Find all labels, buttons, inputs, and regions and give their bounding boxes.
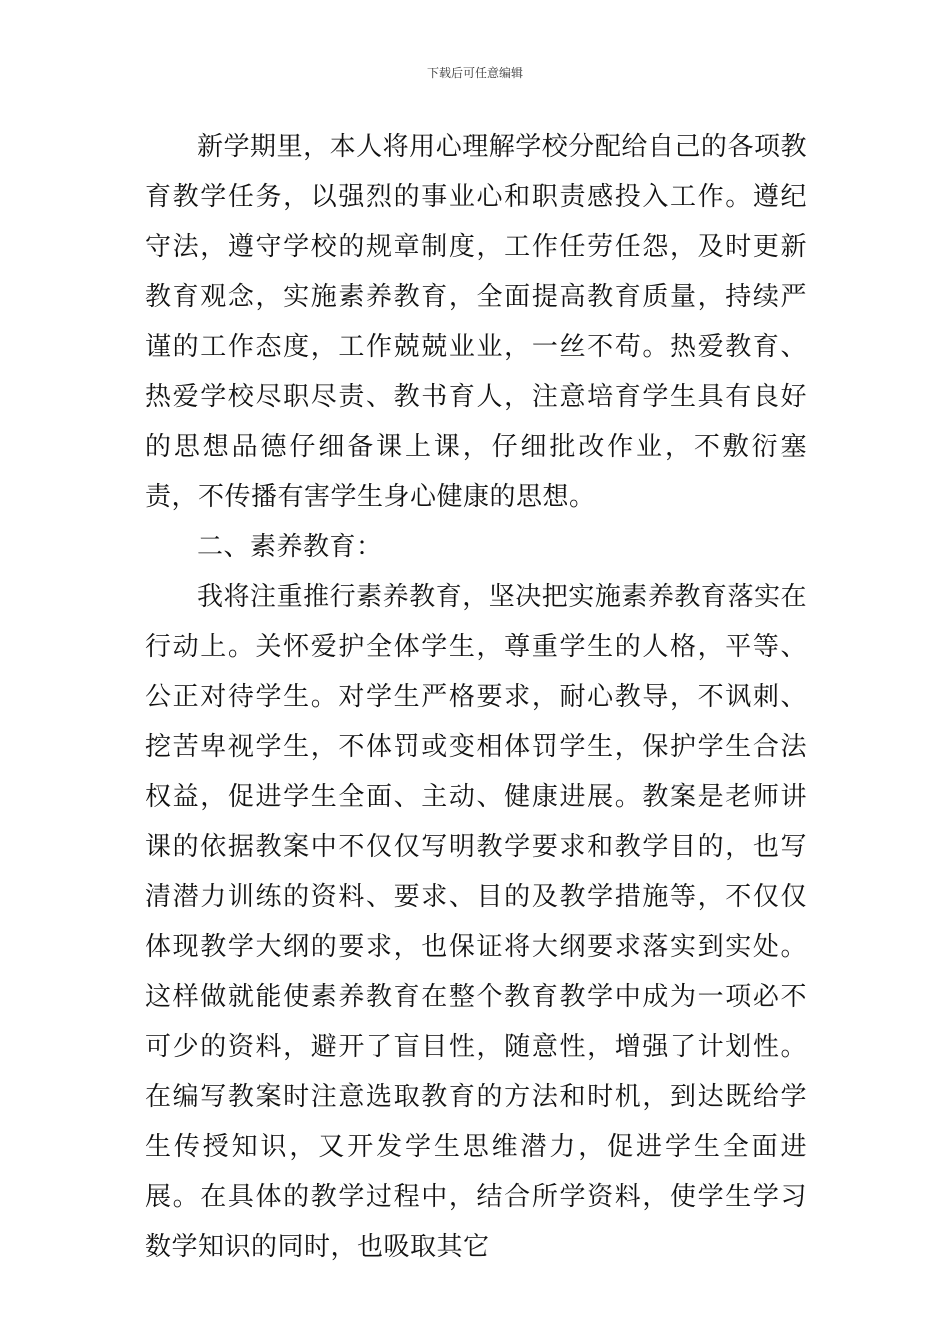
document-body xyxy=(145,122,807,1272)
section-heading-quality-education: 二、素养教育： xyxy=(197,532,383,562)
paragraph-work-attitude: 新学期里，本人将用心理解学校分配给自己的各项教育教学任务，以强烈的事业心和职责感投入工作。遵纪守法，遵守学校的规章制度，工作任劳任怨，及时更新教育观念，实施素养教育，全面提高教育质量，持续严谨的工作态度，工作兢兢业业，一丝不苟。热爱教育、热爱学校尽职尽责、教书育人，注意培育学生具有良好的思想品德仔细备课上课，仔细批改作业，不敷衍塞责，不传播有害学生身心健康的思想。 xyxy=(145,132,807,512)
paragraph-quality-education: 我将注重推行素养教育，坚决把实施素养教育落实在行动上。关怀爱护全体学生，尊重学生的人格，平等、公正对待学生。对学生严格要求，耐心教导，不讽刺、挖苦卑视学生，不体罚或变相体罚学生，保护学生合法权益，促进学生全面、主动、健康进展。教案是老师讲课的依据教案中不仅仅写明教学要求和教学目的，也写清潜力训练的资料、要求、目的及教学措施等，不仅仅体现教学大纲的要求，也保证将大纲要求落实到实处。这样做就能使素养教育在整个教育教学中成为一项必不可少的资料，避开了盲目性，随意性，增强了计划性。在编写教案时注意选取教育的方法和时机，到达既给学生传授知识，又开发学生思维潜力，促进学生全面进展。在具体的教学过程中，结合所学资料，使学生学习数学知识的同时，也吸取其它 xyxy=(145,582,807,1262)
page-header-note: 下载后可任意编辑 xyxy=(426,66,523,80)
